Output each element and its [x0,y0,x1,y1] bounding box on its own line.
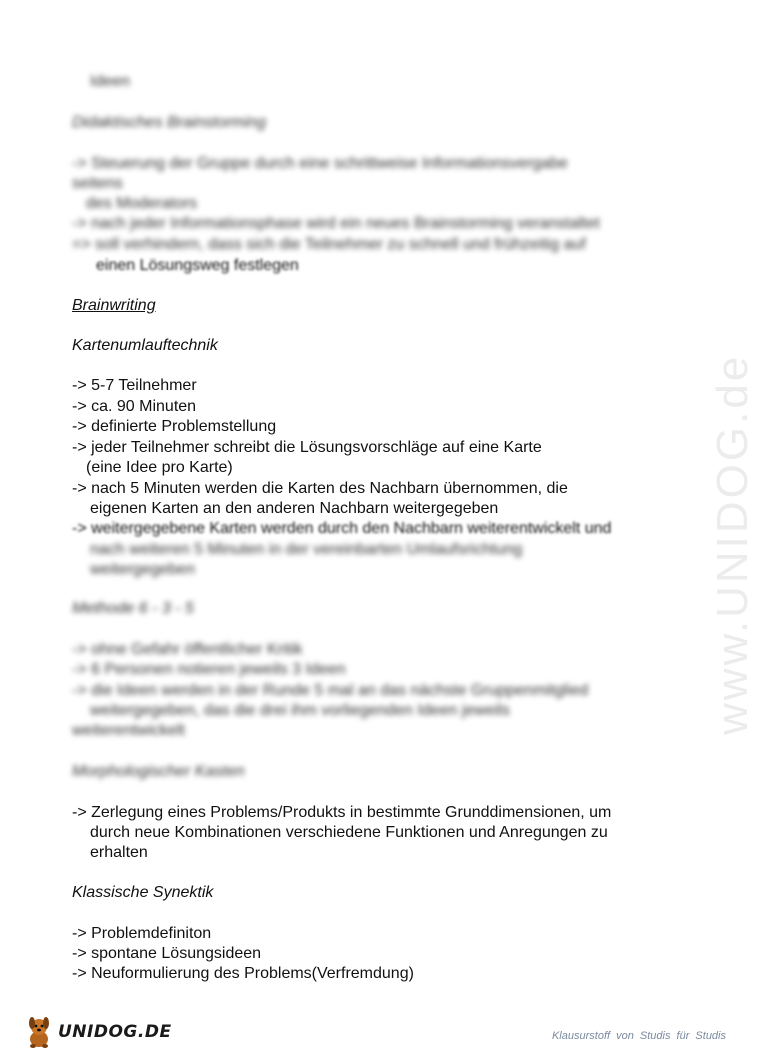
list-item-continuation: erhalten [90,844,148,861]
list-item: -> ca. 90 Minuten [72,398,197,415]
text-line: Ideen [90,73,131,90]
subsection-heading: Methode 6 - 3 - 5 [72,600,194,617]
list-item-continuation: weitergegeben, das die drei ihm vorliegenden Ideen jeweils [90,702,510,719]
list-item-continuation: eigenen Karten an den anderen Nachbarn weitergegeben [90,500,499,517]
text-line: des Moderators [86,195,198,212]
logo-text: UNIDOG.DE [58,1022,172,1042]
list-item: -> die Ideen werden in der Runde 5 mal an das nächste Gruppenmitglied [72,682,589,699]
list-item: -> nach 5 Minuten werden die Karten des Nachbarn übernommen, die [72,480,568,497]
list-item: -> weitergegebene Karten werden durch den Nachbarn weiterentwickelt und [72,520,612,537]
list-item: -> ohne Gefahr öffentlicher Kritik [72,641,303,658]
list-item-continuation: nach weiteren 5 Minuten in der vereinbarten Umlaufsrichtung [90,541,523,558]
section-heading: Didaktisches Brainstorming [72,114,266,131]
section-heading: Brainwriting [72,297,156,314]
list-item: -> Neuformulierung des Problems(Verfremdung) [72,965,414,982]
dog-mascot-icon [24,1015,54,1049]
list-item: -> spontane Lösungsideen [72,945,262,962]
subsection-heading: Kartenumlauftechnik [72,337,218,354]
list-item-continuation: durch neue Kombinationen verschiedene Funktionen und Anregungen zu [90,824,608,841]
text-line: -> Steuerung der Gruppe durch eine schrittweise Informationsvergabe [72,155,568,172]
text-line: => soll verhindern, dass sich die Teilnehmer zu schnell und frühzeitig auf [72,236,586,253]
list-item: -> jeder Teilnehmer schreibt die Lösungsvorschläge auf eine Karte [72,439,542,456]
subsection-heading: Morphologischer Kasten [72,763,245,780]
footer-text: Klausurstoff von Studis für Studis [551,1030,726,1042]
list-item: -> 5-7 Teilnehmer [72,377,197,394]
subsection-heading: Klassische Synektik [72,884,214,901]
watermark-text: www.UNIDOG.de [708,353,757,735]
list-item-continuation: weiterentwickelt [72,722,185,739]
text-line: einen Lösungsweg festlegen [96,257,299,274]
list-item-continuation: (eine Idee pro Karte) [86,459,233,476]
text-line: -> nach jeder Informationsphase wird ein neues Brainstorming veranstaltet [72,215,600,232]
list-item: -> 6 Personen notieren jeweils 3 Ideen [72,661,346,678]
unidog-logo [24,1014,172,1050]
text-line: seitens [72,175,123,192]
list-item: -> definierte Problemstellung [72,418,277,435]
list-item: -> Problemdefiniton [72,925,212,942]
list-item-continuation: weitergegeben [90,561,195,578]
list-item: -> Zerlegung eines Problems/Produkts in bestimmte Grunddimensionen, um [72,804,612,821]
